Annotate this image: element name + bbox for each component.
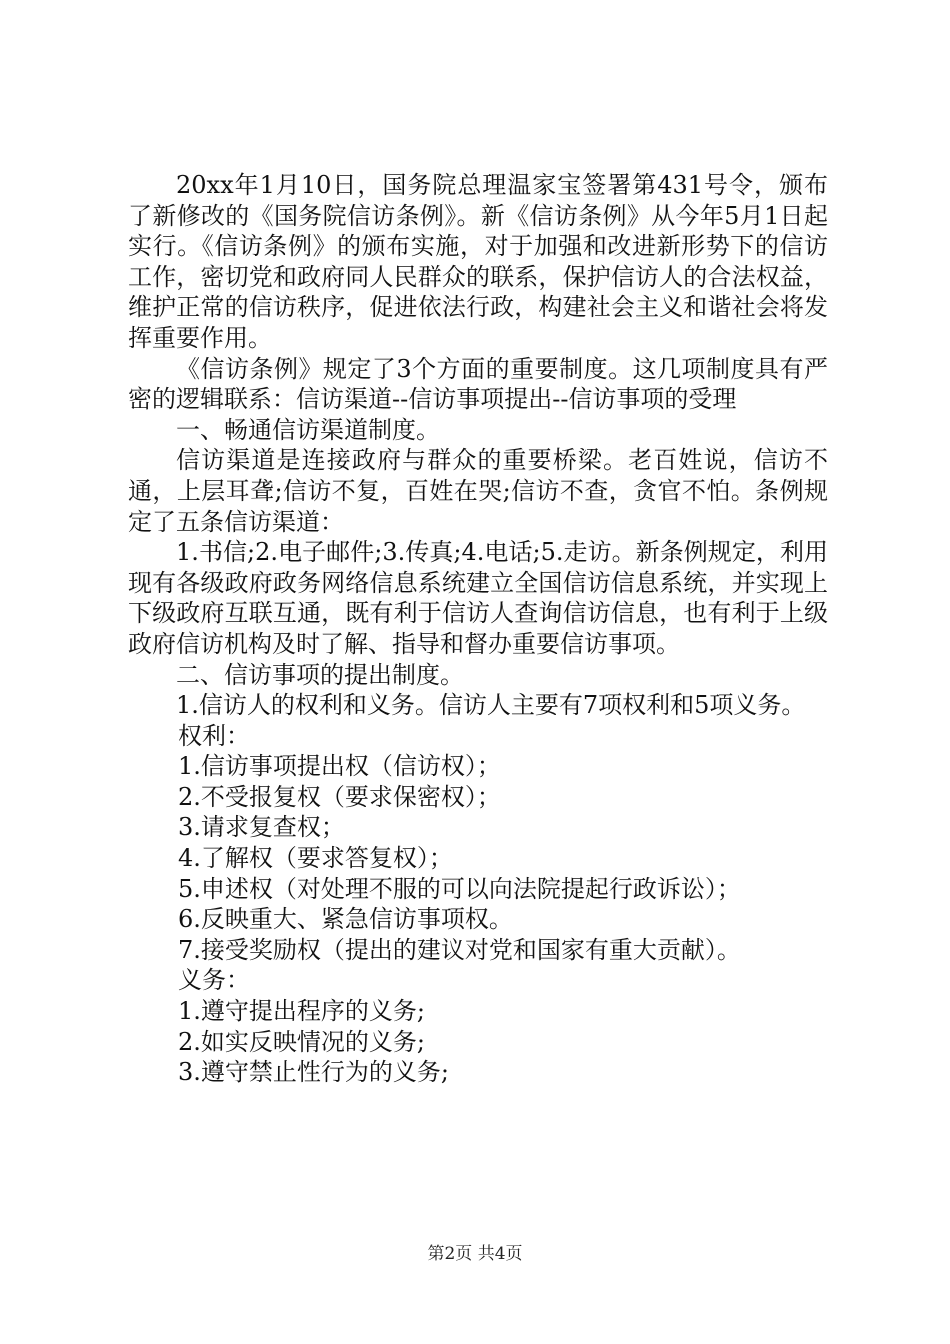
paragraph-channel-list: 1.书信;2.电子邮件;3.传真;4.电话;5.走访。新条例规定，利用现有各级政府政务网络信息系统建立全国信访信息系统，并实现上下级政府互联互通，既有利于信访人查询信访信息，也有利于上级政府信访机构及时了解、指导和督办重要信访事项。: [128, 538, 828, 658]
duties-item: 1.遵守提出程序的义务;: [178, 997, 425, 1026]
section-heading-submission: 二、信访事项的提出制度。: [176, 660, 464, 689]
rights-item: 3.请求复查权；: [178, 813, 345, 842]
rights-item: 4.了解权（要求答复权）；: [178, 844, 453, 873]
duties-item: 2.如实反映情况的义务;: [178, 1027, 425, 1056]
page-number-footer: 第2页 共4页: [427, 1244, 523, 1264]
rights-item: 5.申述权（对处理不服的可以向法院提起行政诉讼）；: [178, 874, 741, 903]
duties-item: 3.遵守禁止性行为的义务;: [178, 1058, 449, 1087]
rights-item: 1.信访事项提出权（信访权）；: [178, 752, 501, 781]
paragraph-channels: 信访渠道是连接政府与群众的重要桥梁。老百姓说，信访不通，上层耳聋;信访不复，百姓在哭;信访不查，贪官不怕。条例规定了五条信访渠道：: [128, 446, 828, 536]
rights-heading: 权利：: [178, 721, 250, 750]
rights-item: 6.反映重大、紧急信访事项权。: [178, 905, 513, 934]
rights-item: 2.不受报复权（要求保密权）；: [178, 782, 501, 811]
paragraph-three-systems: 《信访条例》规定了3个方面的重要制度。这几项制度具有严密的逻辑联系：信访渠道--信访事项提出--信访事项的受理: [128, 354, 828, 414]
document-body: [128, 170, 828, 1088]
rights-item: 7.接受奖励权（提出的建议对党和国家有重大贡献）。: [178, 935, 741, 964]
duties-heading: 义务：: [178, 966, 250, 995]
section-heading-channels: 一、畅通信访渠道制度。: [176, 415, 440, 444]
paragraph-intro: 20xx年1月10日，国务院总理温家宝签署第431号令，颁布了新修改的《国务院信访条例》。新《信访条例》从今年5月1日起实行。《信访条例》的颁布实施，对于加强和改进新形势下的信访工作，密切党和政府同人民群众的联系，保护信访人的合法权益，维护正常的信访秩序，促进依法行政，构建社会主义和谐社会将发挥重要作用。: [128, 171, 828, 352]
paragraph-rights-duties: 1.信访人的权利和义务。信访人主要有7项权利和5项义务。: [176, 691, 806, 720]
